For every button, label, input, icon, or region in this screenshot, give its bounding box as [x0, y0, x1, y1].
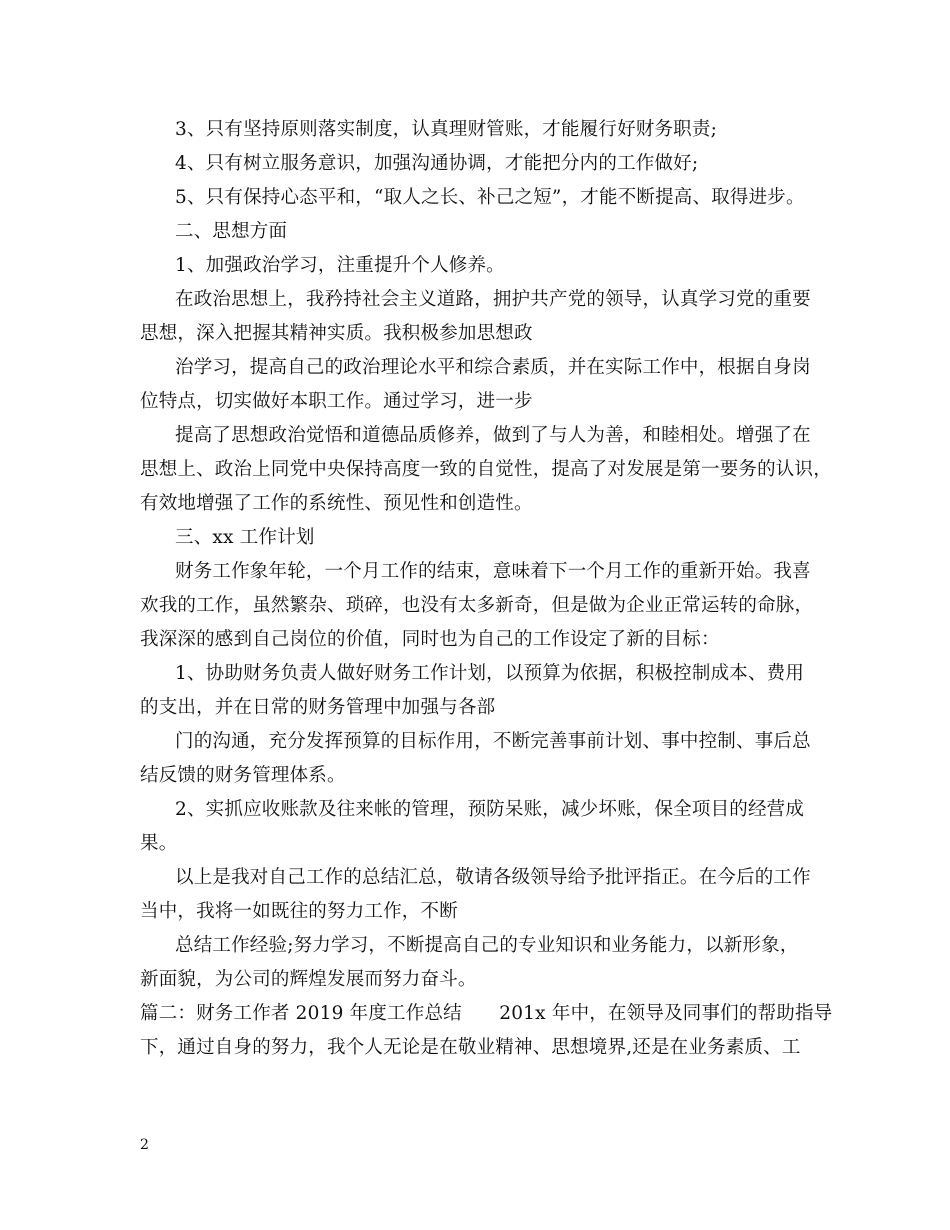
text-line: 有效地增强了工作的系统性、预见性和创造性。 — [140, 493, 533, 514]
text-line: 果。 — [140, 833, 178, 854]
page-number: 2 — [140, 1137, 149, 1153]
text-line: 思想上、政治上同党中央保持高度一致的自觉性，提高了对发展是第一要务的认识， — [140, 459, 832, 480]
text-line: 财务工作象年轮，一个月工作的结束，意味着下一个月工作的重新开始。我喜 — [175, 561, 811, 582]
text-line: 下，通过自身的努力，我个人无论是在敬业精神、思想境界,还是在业务素质、工 — [140, 1037, 801, 1058]
text-line: 治学习，提高自己的政治理论水平和综合素质，并在实际工作中，根据自身岗 — [175, 357, 811, 378]
text-line: 我深深的感到自己岗位的价值，同时也为自己的工作设定了新的目标： — [140, 629, 720, 650]
text-line: 当中，我将一如既往的努力工作，不断 — [140, 901, 458, 922]
text-line: 以上是我对自己工作的总结汇总，敬请各级领导给予批评指正。在今后的工作 — [175, 867, 811, 888]
text-line: 在政治思想上，我矜持社会主义道路，拥护共产党的领导，认真学习党的重要 — [175, 289, 811, 310]
text-line: 篇二：财务工作者 2019 年度工作总结 201x 年中，在领导及同事们的帮助指导 — [140, 1003, 833, 1024]
text-line: 4、只有树立服务意识，加强沟通协调，才能把分内的工作做好; — [175, 153, 699, 174]
text-line: 3、只有坚持原则落实制度，认真理财管账，才能履行好财务职责; — [175, 119, 718, 140]
text-line: 位特点，切实做好本职工作。通过学习，进一步 — [140, 391, 533, 412]
text-line: 总结工作经验;努力学习，不断提高自己的专业知识和业务能力，以新形象， — [175, 935, 799, 956]
text-line: 欢我的工作，虽然繁杂、琐碎，也没有太多新奇，但是做为企业正常运转的命脉， — [140, 595, 814, 616]
text-line: 5、只有保持心态平和，“取人之长、补己之短”，才能不断提高、取得进步。 — [175, 187, 805, 208]
subsection-heading: 1、加强政治学习，注重提升个人修养。 — [175, 255, 505, 276]
text-line: 提高了思想政治觉悟和道德品质修养，做到了与人为善，和睦相处。增强了在 — [175, 425, 811, 446]
section-heading: 三、xx 工作计划 — [175, 527, 315, 548]
text-line: 2、实抓应收账款及往来帐的管理，预防呆账，减少坏账，保全项目的经营成 — [175, 799, 805, 820]
text-line: 的支出，并在日常的财务管理中加强与各部 — [140, 697, 496, 718]
text-line: 1、协助财务负责人做好财务工作计划，以预算为依据，积极控制成本、费用 — [175, 663, 805, 684]
text-line: 结反馈的财务管理体系。 — [140, 765, 346, 786]
section-heading: 二、思想方面 — [175, 221, 288, 242]
text-line: 门的沟通，充分发挥预算的目标作用，不断完善事前计划、事中控制、事后总 — [175, 731, 811, 752]
text-line: 思想，深入把握其精神实质。我积极参加思想政 — [140, 323, 533, 344]
text-line: 新面貌，为公司的辉煌发展而努力奋斗。 — [140, 969, 477, 990]
